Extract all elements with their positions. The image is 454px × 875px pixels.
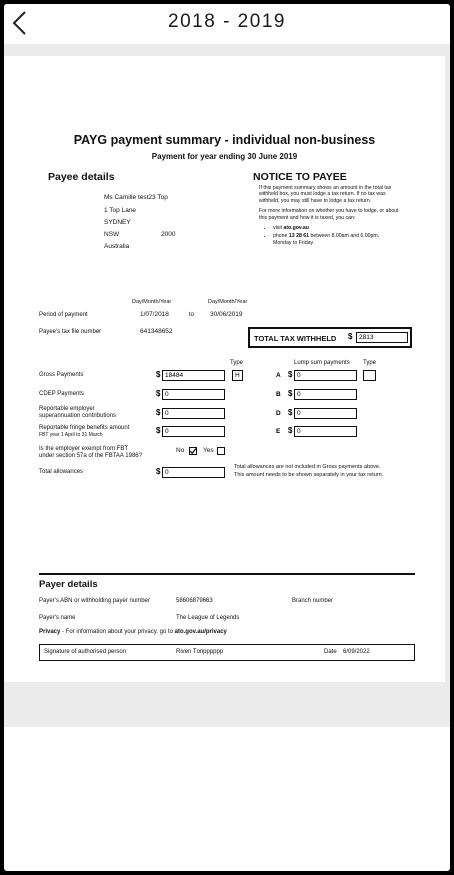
- lump-b-value: 0: [294, 389, 357, 400]
- super-label-line2: superannuation contributions: [39, 413, 117, 419]
- payment-summary-page: [4, 56, 445, 682]
- notice-list-item: [273, 233, 399, 246]
- allowances-note-2: This amount needs to be shown separately in your tax return.: [234, 472, 384, 478]
- date-value: 6/09/2022: [343, 649, 370, 655]
- notice-phone-text: phone: [273, 233, 289, 240]
- notice-list: [273, 225, 399, 246]
- fbt-value: 0: [162, 426, 225, 437]
- currency-symbol: $: [156, 370, 161, 379]
- period-label: Period of payment: [39, 312, 88, 318]
- privacy-notice: [39, 629, 227, 635]
- currency-symbol: $: [348, 332, 353, 341]
- currency-symbol: $: [156, 426, 161, 435]
- ato-phone: 13 28 61: [288, 233, 310, 240]
- cdep-label: CDEP Payments: [39, 391, 84, 397]
- gross-type: H: [232, 370, 243, 381]
- fbt-label: Reportable fringe benefits amount: [39, 425, 130, 431]
- branch-number-label: Branch number: [292, 598, 334, 604]
- tfn-label: Payee's tax file number: [39, 329, 102, 335]
- notice-visit-text: visit: [273, 225, 284, 232]
- payer-heading: Payer details: [39, 579, 98, 590]
- currency-symbol: $: [288, 370, 293, 379]
- gross-value: 18484: [162, 370, 225, 381]
- document-title: PAYG payment summary - individual non-business: [73, 133, 376, 147]
- privacy-text: - For information about your privacy, go to: [60, 629, 175, 635]
- tfn-value: 641348652: [140, 328, 173, 335]
- cdep-value: 0: [162, 389, 225, 400]
- lump-d-value: 0: [294, 408, 357, 419]
- page-title: 2018 - 2019: [168, 11, 286, 32]
- allowances-note-1: Total allowances are not included in Gross payments above.: [234, 464, 381, 470]
- notice-heading: NOTICE TO PAYEE: [253, 171, 347, 183]
- exempt-label-line1: Is the employer exempt from FBT: [39, 446, 129, 452]
- period-to: 30/06/2019: [210, 311, 243, 318]
- type-header-2: Type: [363, 360, 377, 366]
- payer-abn-value: 58606879663: [176, 598, 213, 604]
- notice-list-item: [273, 225, 399, 231]
- payee-country: Australia: [104, 243, 130, 250]
- payer-name-value: The League of Legends: [176, 615, 240, 621]
- period-to-label: to: [189, 312, 195, 318]
- dmy-header-to: Day/Month/Year: [208, 299, 248, 305]
- type-header: Type: [230, 360, 244, 366]
- notice-hours-text: between 8.00am and 6.00pm, Monday to Friday.: [273, 233, 380, 246]
- total-tax-withheld: [248, 327, 412, 348]
- super-label-line1: Reportable employer: [39, 406, 95, 412]
- exempt-label-line2: under section 57a of the FBTAA 1986?: [39, 453, 142, 459]
- fbt-sublabel: FBT year 1 April to 31 March: [39, 432, 103, 438]
- exempt-yes-label: Yes: [203, 447, 214, 454]
- total-tax-value: 2813: [356, 332, 408, 343]
- currency-symbol: $: [288, 426, 293, 435]
- payee-heading: Payee details: [48, 171, 115, 183]
- exempt-yes-checkbox[interactable]: [217, 447, 225, 455]
- lump-a-type: [363, 370, 376, 381]
- currency-symbol: $: [156, 467, 161, 476]
- lump-letter-a: A: [276, 372, 281, 379]
- allowances-label: Total allowances: [39, 469, 84, 475]
- payer-name-label: Payer's name: [39, 615, 76, 621]
- exempt-no-checkbox[interactable]: [189, 447, 197, 455]
- total-tax-label: TOTAL TAX WITHHELD: [254, 334, 337, 343]
- signature-box: [39, 644, 415, 661]
- app-frame: [4, 4, 450, 871]
- lump-a-value: 0: [294, 370, 357, 381]
- exempt-no-label: No: [176, 447, 185, 454]
- currency-symbol: $: [156, 408, 161, 417]
- payee-street: 1 Top Lane: [104, 207, 137, 214]
- currency-symbol: $: [288, 389, 293, 398]
- document-viewer[interactable]: [4, 44, 450, 727]
- super-value: 0: [162, 408, 225, 419]
- gross-label: Gross Payments: [39, 372, 84, 378]
- payer-abn-label: Payer's ABN or withholding payer number: [39, 598, 150, 604]
- allowances-value: 0: [162, 467, 225, 478]
- notice-paragraph-2: For more information on whether you have to lodge, or about this payment and how it is taxed, you can:: [259, 208, 399, 221]
- ato-link[interactable]: ato.gov.au: [283, 225, 309, 232]
- document-subtitle: Payment for year ending 30 June 2019: [151, 152, 298, 161]
- payee-suburb: SYDNEY: [104, 219, 131, 226]
- nav-bar: [4, 4, 450, 44]
- date-label: Date: [324, 649, 337, 655]
- dmy-header-from: Day/Month/Year: [132, 299, 172, 305]
- lump-letter-d: D: [276, 410, 281, 417]
- currency-symbol: $: [288, 408, 293, 417]
- currency-symbol: $: [156, 389, 161, 398]
- privacy-label: Privacy: [39, 629, 61, 635]
- notice-paragraph-1: If this payment summary shows an amount in the total tax withheld box, you must lodge a tax return. If no tax was withheld, you may still have to lodge a tax return.: [259, 185, 392, 204]
- payee-name: Ms Camille test23 Top: [104, 194, 168, 201]
- lump-sum-header: Lump sum payments: [294, 360, 350, 366]
- payee-postcode: 2000: [161, 231, 176, 238]
- lump-letter-b: B: [276, 391, 281, 398]
- checkmark-icon: [189, 447, 197, 455]
- payee-state: NSW: [104, 231, 120, 238]
- privacy-link[interactable]: ato.gov.au/privacy: [174, 629, 227, 635]
- period-from: 1/07/2018: [140, 311, 169, 318]
- signature-label: Signature of authorised person: [44, 649, 127, 655]
- lump-letter-e: E: [276, 428, 281, 435]
- notice-text: [259, 185, 399, 248]
- divider: [39, 573, 415, 575]
- lump-e-value: 0: [294, 426, 357, 437]
- signature-value: Riven Tопpppppp: [176, 649, 224, 655]
